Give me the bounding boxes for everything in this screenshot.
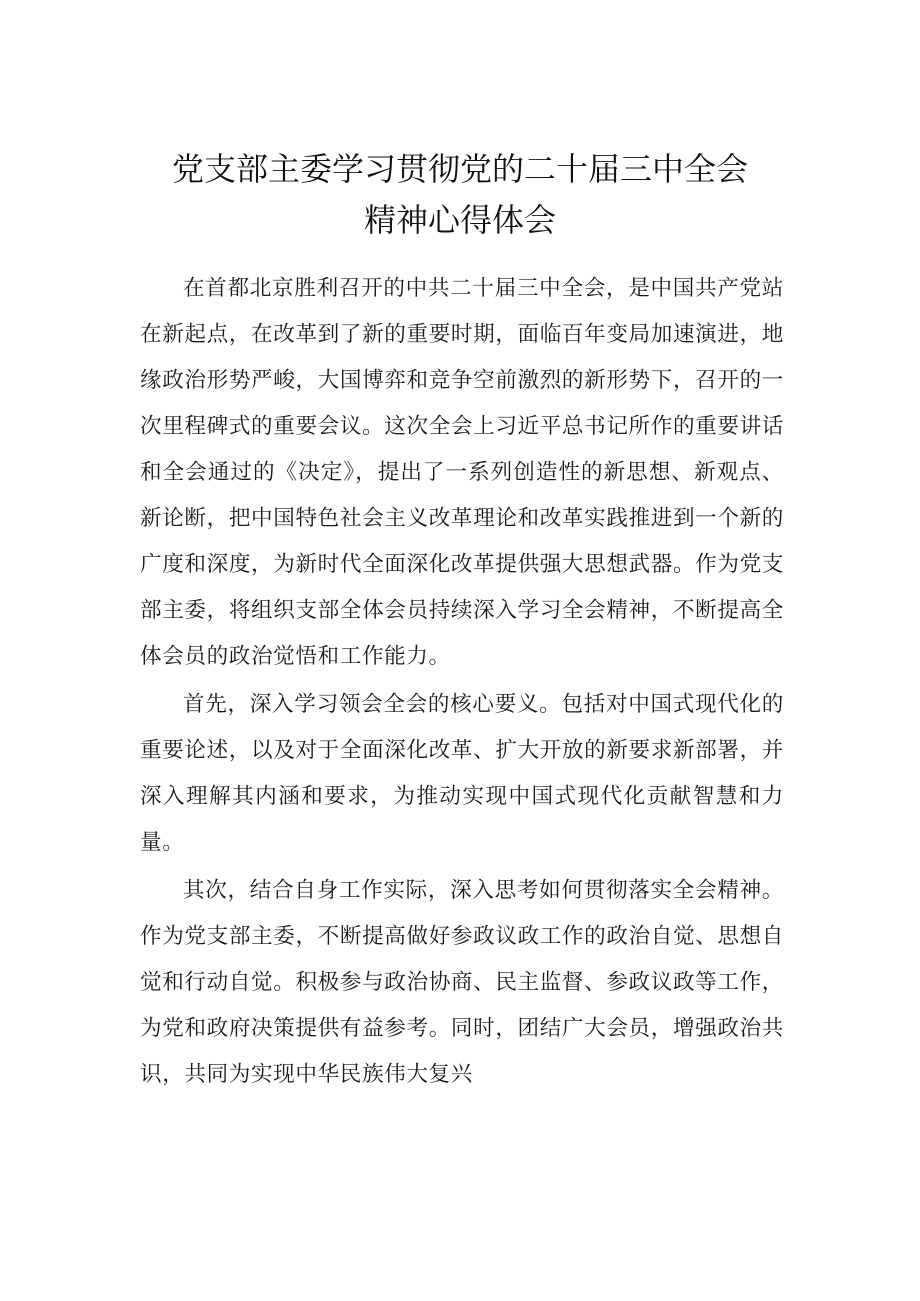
paragraph-1: 在首都北京胜利召开的中共二十届三中全会，是中国共产党站在新起点，在改革到了新的重要时期，面临百年变局加速演进，地缘政治形势严峻，大国博弈和竞争空前激烈的新形势下，召开的一次里程碑式的重要会议。这次全会上习近平总书记所作的重要讲话和全会通过的《决定》，提出了一系列创造性的新思想、新观点、新论断，把中国特色社会主义改革理论和改革实践推进到一个新的广度和深度，为新时代全面深化改革提供强大思想武器。作为党支部主委，将组织支部全体会员持续深入学习全会精神，不断提高全体会员的政治觉悟和工作能力。: [140, 276, 784, 669]
document-body: [140, 266, 784, 1098]
paragraph-3: 其次，结合自身工作实际，深入思考如何贯彻落实全会精神。作为党支部主委，不断提高做好参政议政工作的政治自觉、思想自觉和行动自觉。积极参与政治协商、民主监督、参政议政等工作，为党和政府决策提供有益参考。同时，团结广大会员，增强政治共识，共同为实现中华民族伟大复兴: [140, 878, 784, 1087]
paragraph-2: 首先，深入学习领会全会的核心要义。包括对中国式现代化的重要论述，以及对于全面深化改革、扩大开放的新要求新部署，并深入理解其内涵和要求，为推动实现中国式现代化贡献智慧和力量。: [140, 692, 784, 855]
document-title-line-1: 党支部主委学习贯彻党的二十届三中全会: [171, 150, 748, 188]
document-title-line-2: 精神心得体会: [363, 201, 556, 239]
